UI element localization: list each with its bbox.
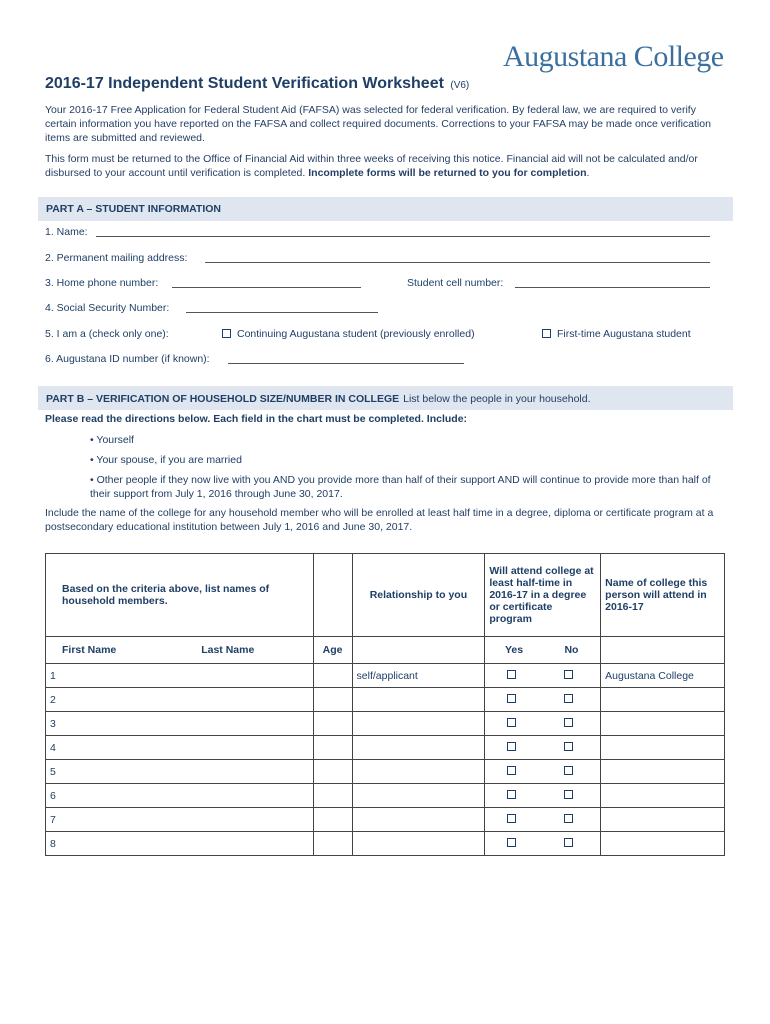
no-cell[interactable] <box>543 712 601 736</box>
ssn-row <box>45 302 169 314</box>
no-checkbox[interactable] <box>564 670 573 679</box>
ssn-input-line[interactable] <box>186 302 378 313</box>
row-number: 5 <box>50 765 56 778</box>
age-cell[interactable] <box>313 736 352 760</box>
part-b-heading: PART B – VERIFICATION OF HOUSEHOLD SIZE/NUMBER IN COLLEGE <box>46 393 400 405</box>
bullet-others: • Other people if they now live with you AND you provide more than half of their support AND will continue to provide more than half of their support from July 1, 2016 through June 30, 2017. <box>90 474 711 500</box>
row-number: 8 <box>50 837 56 850</box>
no-cell[interactable] <box>543 736 601 760</box>
no-checkbox[interactable] <box>564 838 573 847</box>
directions-text: Please read the directions below. Each field in the chart must be completed. Include: <box>45 413 468 425</box>
age-cell[interactable] <box>313 688 352 712</box>
row-number: 7 <box>50 813 56 826</box>
yes-checkbox[interactable] <box>507 790 516 799</box>
relationship-value: self/applicant <box>356 669 418 682</box>
yes-cell[interactable] <box>485 736 543 760</box>
college-cell[interactable] <box>601 832 725 856</box>
intro-p2-text: This form must be returned to the Office of Financial Aid within three weeks of receiving this notice. Financial aid will not be calculated and/or disbursed to your account until verification is completed. <box>45 153 698 179</box>
yes-cell[interactable] <box>485 760 543 784</box>
id-row <box>45 353 210 365</box>
bullet-spouse: • Your spouse, if you are married <box>90 454 242 466</box>
name-label: 1. Name: <box>45 226 88 238</box>
no-checkbox[interactable] <box>564 814 573 823</box>
id-input-line[interactable] <box>228 353 464 364</box>
yes-checkbox[interactable] <box>507 694 516 703</box>
yes-checkbox[interactable] <box>507 766 516 775</box>
table-row <box>46 688 725 712</box>
yes-cell[interactable] <box>485 832 543 856</box>
no-cell[interactable] <box>543 760 601 784</box>
name-cell[interactable] <box>46 760 314 784</box>
name-cell[interactable] <box>46 808 314 832</box>
include-text: Include the name of the college for any household member who will be enrolled at least half time in a degree, diploma or certificate program at a postsecondary educational institution between July 1, 2016 and June 30, 2017. <box>45 507 714 533</box>
yes-checkbox[interactable] <box>507 742 516 751</box>
no-cell[interactable] <box>543 664 601 688</box>
relationship-cell[interactable] <box>352 784 485 808</box>
no-checkbox[interactable] <box>564 694 573 703</box>
yes-checkbox[interactable] <box>507 718 516 727</box>
intro-paragraph-1: Your 2016-17 Free Application for Federal Student Aid (FAFSA) was selected for federal verification. By federal law, we are required to verify certain information you have reported on the FAFSA and collect required documents. Corrections to your FAFSA may be made once verification items are submitted and reviewed. <box>45 104 711 144</box>
yes-cell[interactable] <box>485 688 543 712</box>
row-number: 4 <box>50 741 56 754</box>
college-value: Augustana College <box>605 669 694 682</box>
first-time-checkbox[interactable] <box>542 329 551 338</box>
home-phone-label: 3. Home phone number: <box>45 277 159 289</box>
age-cell[interactable] <box>313 808 352 832</box>
option-first-time[interactable] <box>542 328 691 340</box>
age-cell[interactable] <box>313 712 352 736</box>
relationship-cell[interactable] <box>352 712 485 736</box>
name-cell[interactable] <box>46 784 314 808</box>
ssn-label: 4. Social Security Number: <box>45 302 170 314</box>
subheader-names <box>46 637 314 664</box>
name-cell[interactable] <box>46 736 314 760</box>
version-tag: (V6) <box>450 80 470 91</box>
college-logo: Augustana College <box>503 40 724 73</box>
college-cell[interactable] <box>601 664 725 688</box>
no-cell[interactable] <box>543 784 601 808</box>
college-cell[interactable] <box>601 808 725 832</box>
age-cell[interactable] <box>313 784 352 808</box>
first-time-label: First-time Augustana student <box>557 328 691 340</box>
home-phone-input-line[interactable] <box>172 277 361 288</box>
part-a-title: PART A – STUDENT INFORMATION <box>46 203 221 215</box>
name-row <box>45 226 88 238</box>
home-phone-row <box>45 277 158 289</box>
part-a-header <box>38 197 733 221</box>
title-text: 2016-17 Independent Student Verification Worksheet <box>45 75 444 92</box>
name-input-line[interactable] <box>96 226 710 237</box>
bullet-yourself: • Yourself <box>90 434 134 446</box>
cell-input-line[interactable] <box>515 277 710 288</box>
college-cell[interactable] <box>601 688 725 712</box>
name-cell[interactable] <box>46 712 314 736</box>
part-b-heading-light: List below the people in your household. <box>403 393 591 405</box>
table-row <box>46 808 725 832</box>
page-title <box>45 75 469 93</box>
college-cell[interactable] <box>601 784 725 808</box>
header-relationship: Relationship to you <box>352 554 485 637</box>
first-name-label: First Name <box>62 644 117 656</box>
intro-p2-end: . <box>586 167 590 179</box>
table-header-row <box>46 554 725 637</box>
cell-label: Student cell number: <box>407 277 504 289</box>
table-row <box>46 760 725 784</box>
option-continuing[interactable] <box>222 328 475 340</box>
yes-checkbox[interactable] <box>507 670 516 679</box>
age-label: Age <box>313 637 352 664</box>
continuing-checkbox[interactable] <box>222 329 231 338</box>
no-checkbox[interactable] <box>564 766 573 775</box>
table-row <box>46 712 725 736</box>
age-cell[interactable] <box>313 760 352 784</box>
row-number: 6 <box>50 789 56 802</box>
table-row <box>46 736 725 760</box>
yes-cell[interactable] <box>485 712 543 736</box>
no-label: No <box>543 637 601 664</box>
table-row <box>46 664 725 688</box>
header-names: Based on the criteria above, list names of household members. <box>46 554 314 637</box>
table-subheader-row <box>46 637 725 664</box>
yes-checkbox[interactable] <box>507 814 516 823</box>
id-label: 6. Augustana ID number (if known): <box>45 353 210 365</box>
header-attend: Will attend college at least half-time in 2016-17 in a degree or certificate program <box>485 554 601 637</box>
relationship-cell[interactable] <box>352 736 485 760</box>
address-label: 2. Permanent mailing address: <box>45 252 188 264</box>
part-b-header <box>38 386 733 410</box>
name-cell[interactable] <box>46 664 314 688</box>
name-cell[interactable] <box>46 688 314 712</box>
address-input-line[interactable] <box>205 252 710 263</box>
relationship-cell[interactable] <box>352 808 485 832</box>
college-cell[interactable] <box>601 760 725 784</box>
name-cell[interactable] <box>46 832 314 856</box>
yes-cell[interactable] <box>485 784 543 808</box>
subheader-college-blank <box>601 637 725 664</box>
yes-cell[interactable] <box>485 664 543 688</box>
age-cell[interactable] <box>313 832 352 856</box>
table-row <box>46 832 725 856</box>
college-cell[interactable] <box>601 712 725 736</box>
subheader-relationship-blank <box>352 637 485 664</box>
status-label: 5. I am a (check only one): <box>45 328 169 340</box>
address-row <box>45 252 187 264</box>
relationship-cell[interactable] <box>352 832 485 856</box>
table-row <box>46 784 725 808</box>
no-checkbox[interactable] <box>564 742 573 751</box>
no-checkbox[interactable] <box>564 718 573 727</box>
header-age-blank <box>313 554 352 637</box>
row-number: 1 <box>50 669 56 682</box>
no-checkbox[interactable] <box>564 790 573 799</box>
intro-p2-bold: Incomplete forms will be returned to you for completion <box>308 167 587 179</box>
no-cell[interactable] <box>543 688 601 712</box>
last-name-label: Last Name <box>201 644 255 656</box>
no-cell[interactable] <box>543 832 601 856</box>
part-b-title <box>46 393 591 405</box>
row-number: 3 <box>50 717 56 730</box>
yes-checkbox[interactable] <box>507 838 516 847</box>
continuing-label: Continuing Augustana student (previously enrolled) <box>237 328 475 340</box>
relationship-cell[interactable] <box>352 664 485 688</box>
header-college: Name of college this person will attend in 2016-17 <box>601 554 725 637</box>
no-cell[interactable] <box>543 808 601 832</box>
row-number: 2 <box>50 693 56 706</box>
household-table <box>45 553 725 856</box>
college-cell[interactable] <box>601 736 725 760</box>
age-cell[interactable] <box>313 664 352 688</box>
intro-paragraph-2 <box>45 152 727 180</box>
yes-cell[interactable] <box>485 808 543 832</box>
yes-label: Yes <box>485 637 543 664</box>
relationship-cell[interactable] <box>352 688 485 712</box>
relationship-cell[interactable] <box>352 760 485 784</box>
